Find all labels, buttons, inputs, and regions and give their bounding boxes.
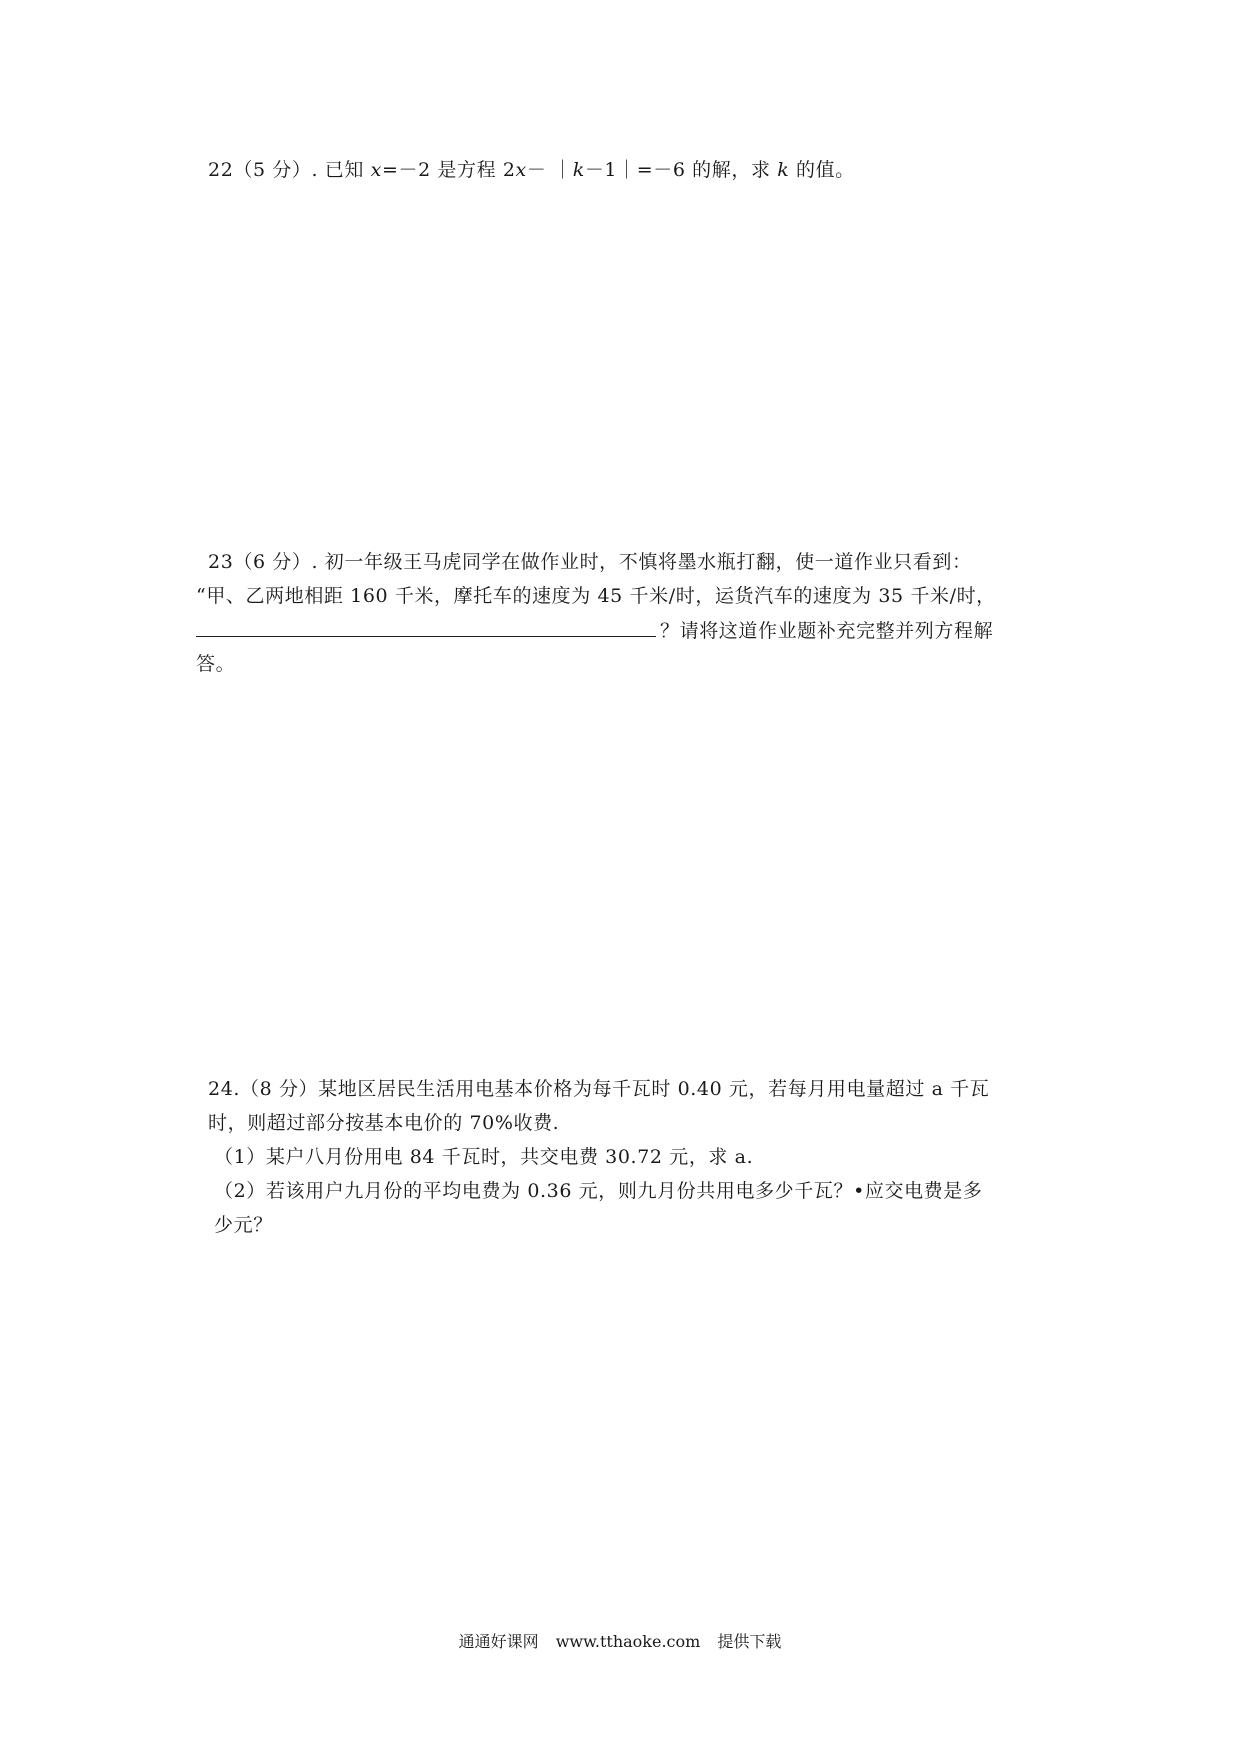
question-22: [208, 158, 855, 182]
q22-prefix: 22（5 分）. 已知: [208, 159, 371, 181]
q23-line-3: [196, 618, 993, 643]
q22-mid2: － ｜: [526, 159, 573, 181]
footer-suffix: 提供下载: [717, 1632, 782, 1651]
q23-answer-blank: [196, 618, 656, 637]
q22-mid3: －1｜=－6 的解，求: [584, 159, 778, 181]
q24-part-2-line-1: （2）若该用户九月份的平均电费为 0.36 元，则九月份共用电多少千瓦？•应交电费是多: [214, 1180, 983, 1202]
q22-var-k: k: [572, 159, 585, 181]
q22-suffix: 的值。: [789, 159, 855, 181]
q23-line-4: 答。: [196, 653, 236, 675]
q24-line-1: 24.（8 分）某地区居民生活用电基本价格为每千瓦时 0.40 元，若每月用电量超过 a 千瓦: [208, 1078, 990, 1100]
q24-line-2: 时，则超过部分按基本电价的 70%收费.: [208, 1112, 560, 1134]
footer-site-name: 通通好课网: [458, 1632, 539, 1651]
q24-part-2-line-2: 少元？: [214, 1214, 273, 1236]
q23-line-2: “甲、乙两地相距 160 千米，摩托车的速度为 45 千米/时，运货汽车的速度为 35 千米/时，: [196, 585, 996, 607]
q22-var-x: x: [370, 159, 382, 181]
page-footer: [0, 1632, 1240, 1652]
footer-url: www.tthaoke.com: [555, 1632, 701, 1651]
q23-line-3-text: ？请将这道作业题补充完整并列方程解: [660, 620, 994, 642]
q24-part-1: （1）某户八月份用电 84 千瓦时，共交电费 30.72 元，求 a.: [214, 1146, 754, 1168]
q22-var-x2: x: [515, 159, 527, 181]
q22-var-k2: k: [777, 159, 790, 181]
q23-line-1: 23（6 分）. 初一年级王马虎同学在做作业时，不慎将墨水瓶打翻，使一道作业只看到：: [208, 551, 972, 573]
q22-mid1: =－2 是方程 2: [381, 159, 516, 181]
